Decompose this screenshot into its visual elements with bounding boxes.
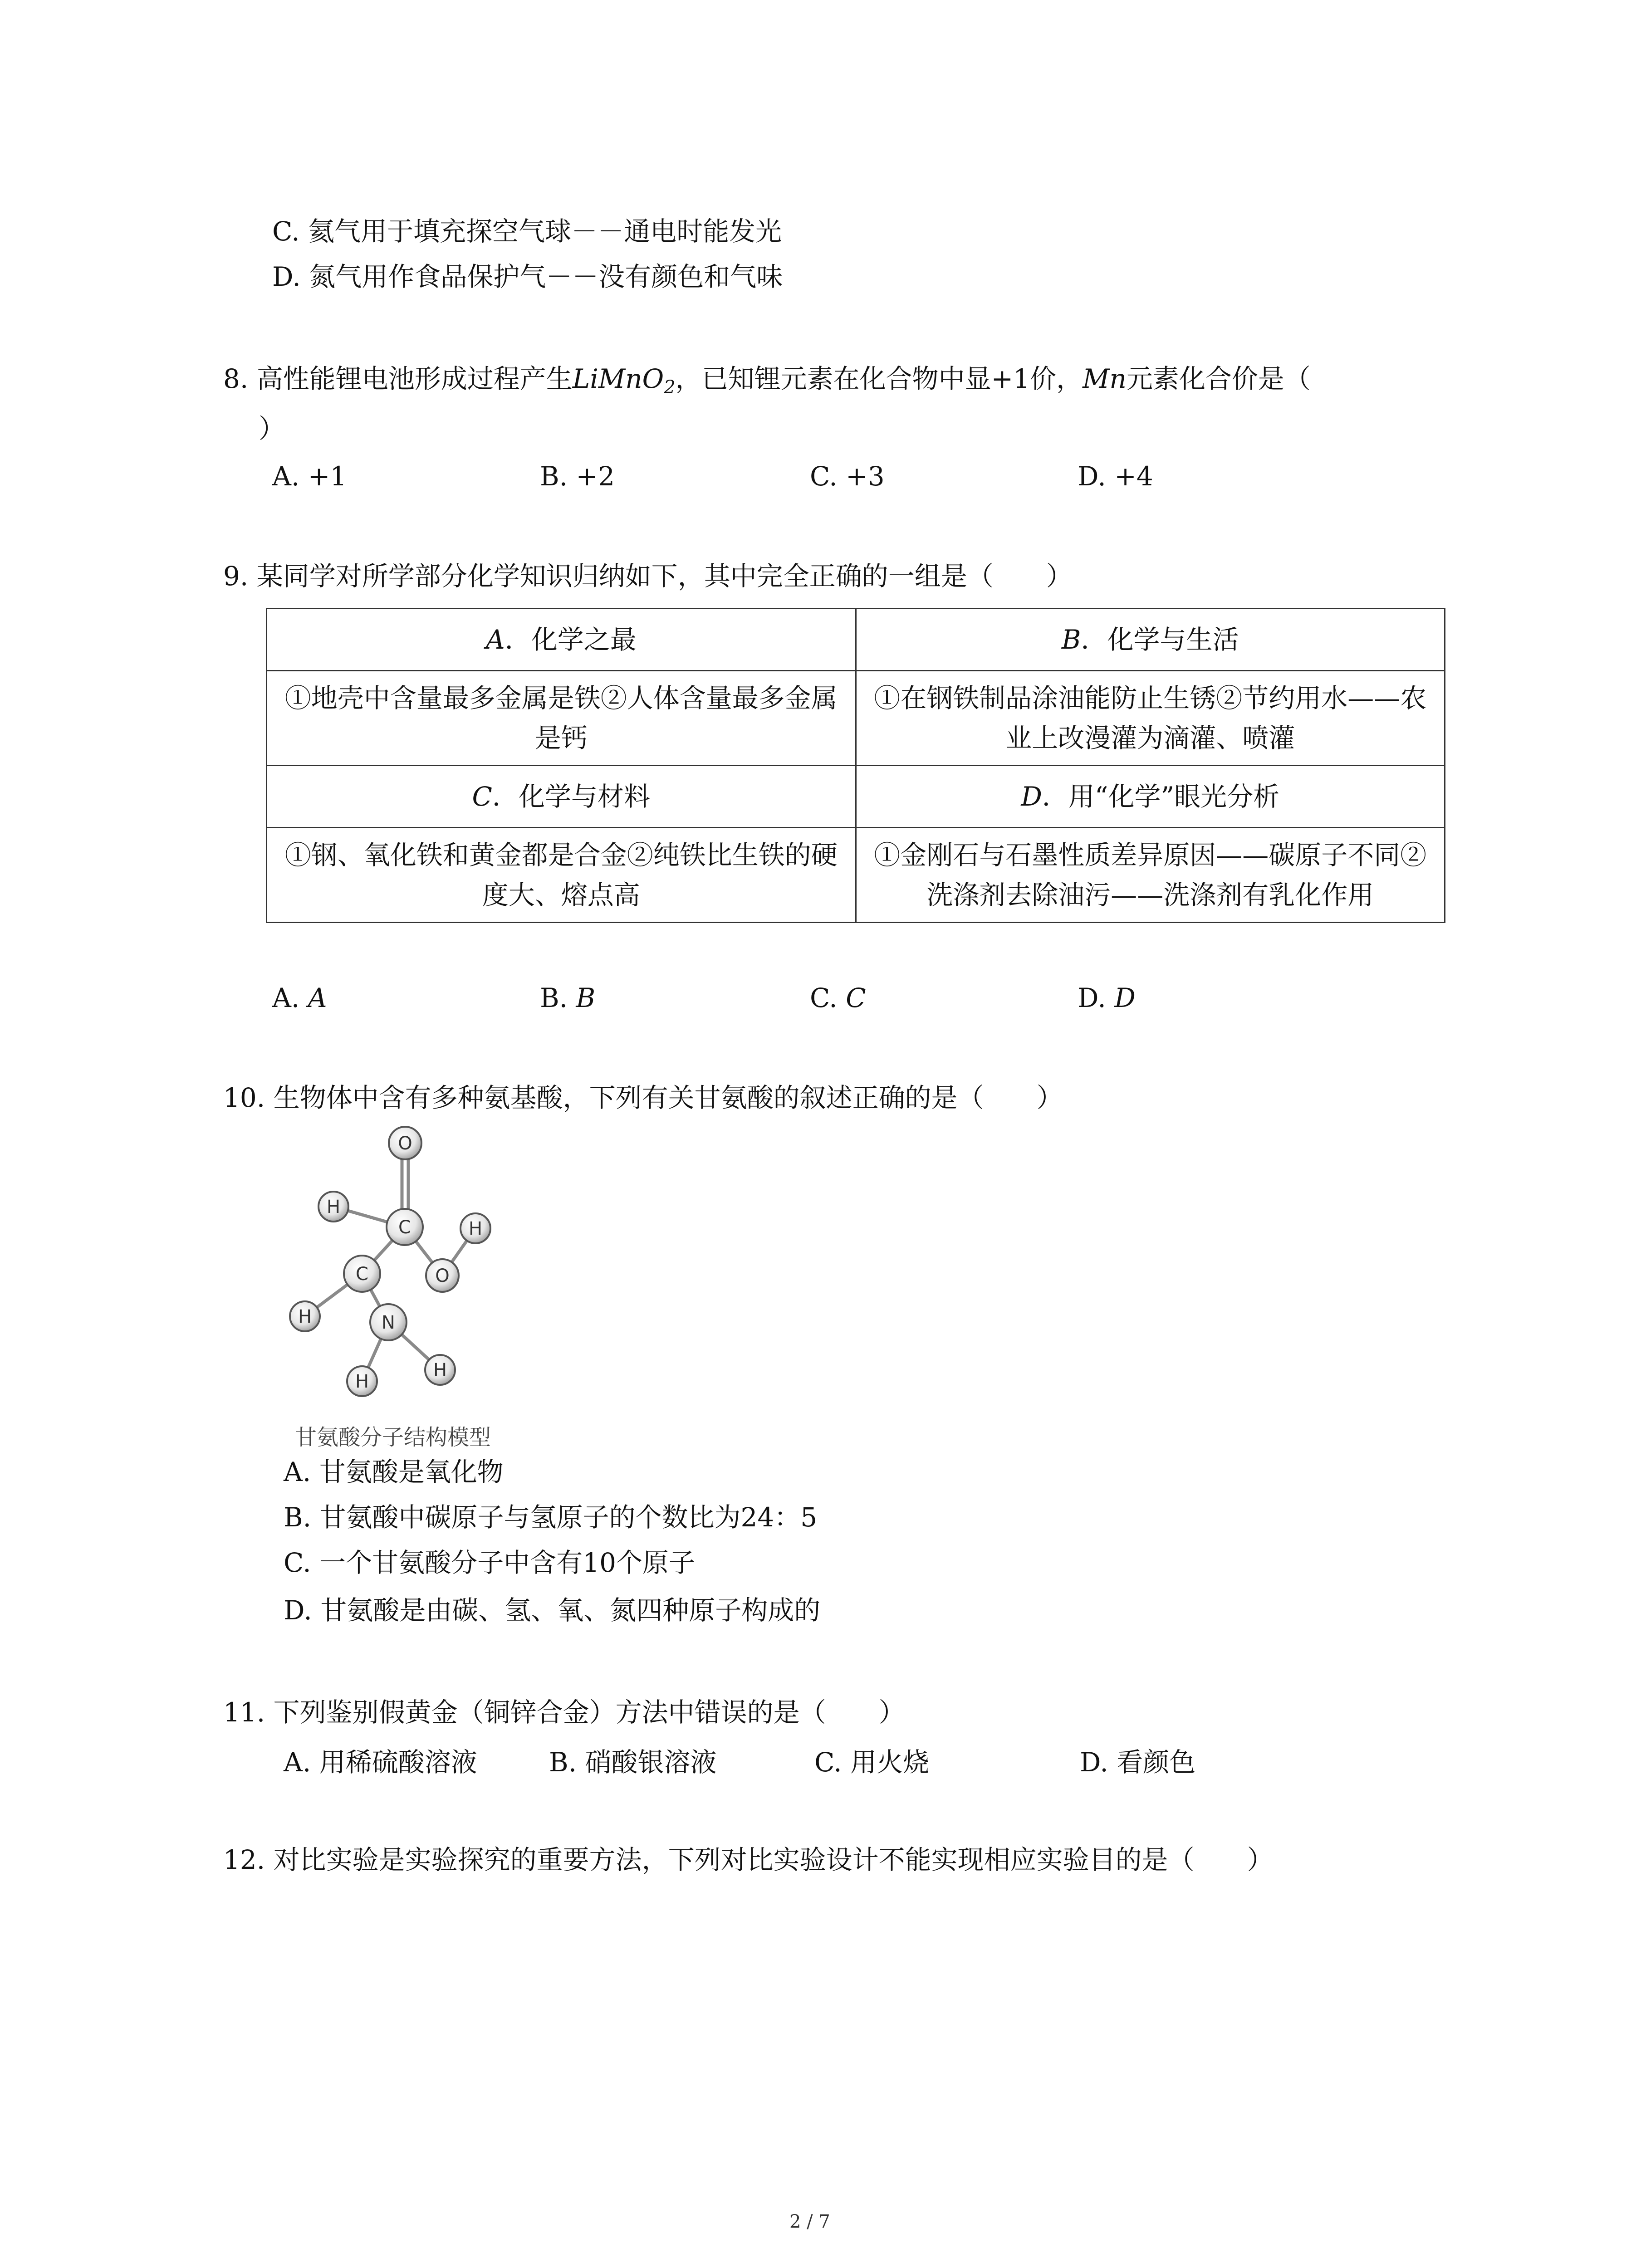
- q8-option-d: D. +4: [1078, 461, 1153, 492]
- atom-h-left: [290, 1301, 320, 1331]
- atom-h-bottom-left: [347, 1366, 377, 1396]
- q10-option-d: D. 甘氨酸是由碳、氢、氧、氮四种原子构成的: [284, 1595, 821, 1626]
- q9-stem: 9. 某同学对所学部分化学知识归纳如下，其中完全正确的一组是（ ）: [223, 561, 1073, 591]
- page-number: 2 / 7: [789, 2211, 830, 2232]
- svg-text:C: C: [356, 1264, 368, 1285]
- svg-text:H: H: [468, 1218, 483, 1239]
- atom-o-top: [389, 1127, 421, 1159]
- svg-text:O: O: [435, 1266, 450, 1286]
- q10-option-c: C. 一个甘氨酸分子中含有10个原子: [284, 1547, 695, 1578]
- q12-stem: 12. 对比实验是实验探究的重要方法，下列对比实验设计不能实现相应实验目的是（ ）: [223, 1844, 1274, 1875]
- svg-text:H: H: [433, 1360, 447, 1381]
- table-header-d: D．用“化学”眼光分析: [856, 766, 1445, 828]
- svg-text:N: N: [382, 1312, 395, 1333]
- atom-o-hydroxyl: [426, 1259, 459, 1292]
- q11-option-d: D. 看颜色: [1080, 1747, 1196, 1778]
- table-header-a: A．化学之最: [267, 609, 856, 671]
- svg-text:C: C: [398, 1217, 411, 1238]
- q9-option-d: D. D: [1078, 982, 1136, 1013]
- q8-stem-b: ，已知锂元素在化合物中显+1价，: [675, 363, 1083, 394]
- atom-c-carboxyl: [387, 1209, 423, 1245]
- atom-c-alpha: [344, 1256, 380, 1292]
- q8-stem-a: 高性能锂电池形成过程产生: [256, 363, 573, 394]
- q9-option-b: B. B: [540, 982, 596, 1013]
- table-cell-c: ①钢、氧化铁和黄金都是合金②纯铁比生铁的硬度大、熔点高: [267, 828, 856, 923]
- q11-stem: 11. 下列鉴别假黄金（铜锌合金）方法中错误的是（ ）: [223, 1697, 905, 1728]
- atom-h-left-top: [318, 1192, 348, 1222]
- atom-h-right-top: [460, 1213, 490, 1243]
- q11-option-a: A. 用稀硫酸溶液: [284, 1747, 477, 1778]
- q10-stem: 10. 生物体中含有多种氨基酸，下列有关甘氨酸的叙述正确的是（ ）: [223, 1082, 1063, 1113]
- atom-h-bottom-right: [425, 1355, 455, 1385]
- q9-option-a: A. A: [272, 982, 327, 1013]
- q8-stem-c: 元素化合价是（: [1126, 363, 1311, 394]
- q8-option-a: A. +1: [272, 461, 347, 492]
- q7-option-c: C. 氦气用于填充探空气球－－通电时能发光: [272, 216, 782, 247]
- svg-text:H: H: [355, 1371, 369, 1392]
- q10-option-b: B. 甘氨酸中碳原子与氢原子的个数比为24：5: [284, 1502, 818, 1533]
- q11-option-c: C. 用火烧: [814, 1747, 930, 1778]
- q10-option-a: A. 甘氨酸是氧化物: [284, 1457, 504, 1487]
- q8-option-c: C. +3: [810, 461, 885, 492]
- q11-option-b: B. 硝酸银溶液: [549, 1747, 717, 1778]
- q8-number: 8.: [223, 363, 249, 394]
- q9-knowledge-table: [266, 608, 1445, 923]
- q8-formula: LiMnO$_2$: [572, 363, 676, 398]
- q9-option-c: C. C: [810, 982, 866, 1013]
- table-cell-a: ①地壳中含量最多金属是铁②人体含量最多金属是钙: [267, 671, 856, 766]
- table-header-b: B．化学与生活: [856, 609, 1445, 671]
- glycine-molecule-diagram: [281, 1125, 535, 1415]
- table-cell-b: ①在钢铁制品涂油能防止生锈②节约用水——农业上改漫灌为滴灌、喷灌: [856, 671, 1445, 766]
- table-cell-d: ①金刚石与石墨性质差异原因——碳原子不同②洗涤剂去除油污——洗涤剂有乳化作用: [856, 828, 1445, 923]
- q8-stem-end: ）: [259, 413, 285, 444]
- q8-element: Mn: [1083, 363, 1127, 394]
- figure-caption: 甘氨酸分子结构模型: [295, 1425, 491, 1450]
- atom-n: [370, 1304, 407, 1340]
- table-header-c: C．化学与材料: [267, 766, 856, 828]
- svg-text:H: H: [298, 1306, 312, 1327]
- q7-option-d: D. 氮气用作食品保护气－－没有颜色和气味: [272, 261, 783, 292]
- svg-text:H: H: [326, 1197, 341, 1217]
- q8-stem: [223, 361, 1311, 406]
- svg-text:O: O: [398, 1133, 412, 1154]
- q8-option-b: B. +2: [540, 461, 615, 492]
